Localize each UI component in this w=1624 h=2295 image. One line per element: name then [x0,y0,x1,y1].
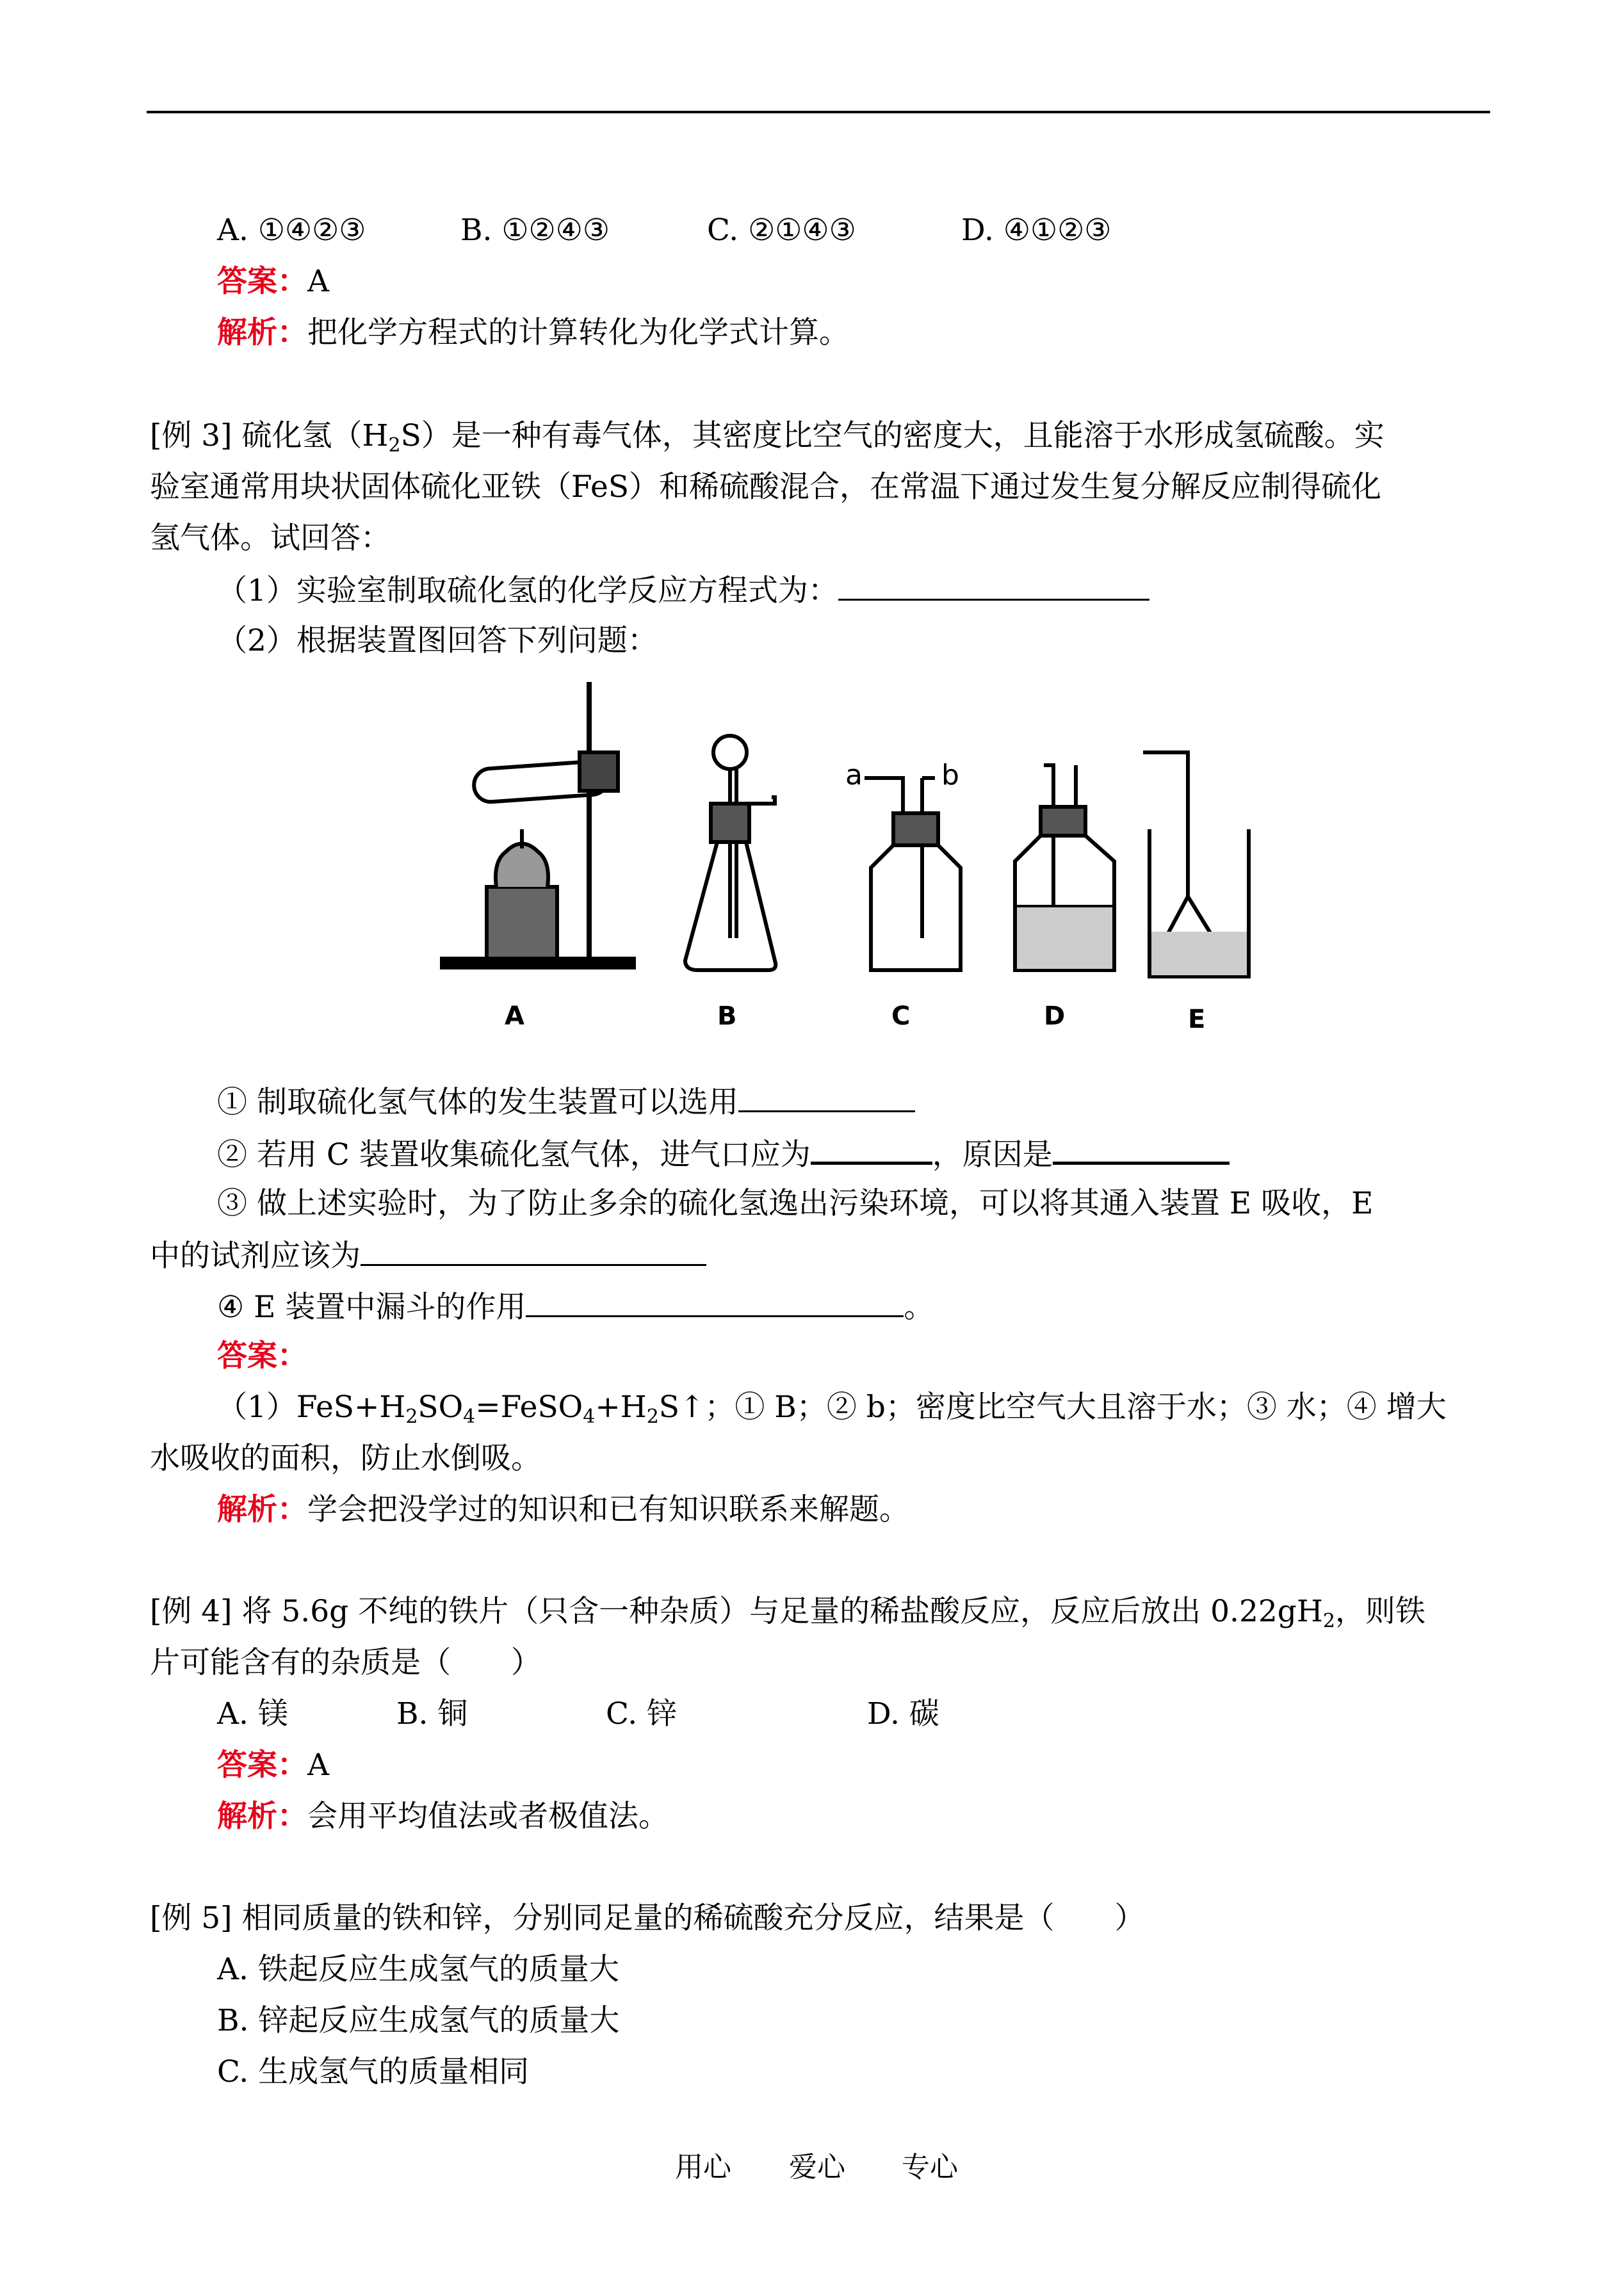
ex5-line-1 [150,1899,1144,1938]
apparatus-figure [435,669,1268,1047]
ex3-sub-2 [217,1133,1230,1174]
ex3-text: S）是一种有毒气体，其密度比空气的密度大，且能溶于水形成氢硫酸。实 [400,418,1384,453]
ex4-line-2: 片可能含有的杂质是（ ） [150,1645,541,1680]
q2-analysis [217,314,849,352]
ex3-line-2: 验室通常用块状固体硫化亚铁（FeS）和稀硫酸混合，在常温下通过发生复分解反应制得硫化 [150,469,1382,505]
ex3-sub-3-cont [150,1236,706,1276]
ex3-tag: [例 3] [150,418,232,453]
ex4-tag: [例 4] [150,1594,232,1629]
sub-1-text: ① 制取硫化氢气体的发生装置可以选用 [217,1085,738,1120]
ex4-option-c: C. 锌 [606,1696,678,1731]
ex5-option-b: B. 锌起反应生成氢气的质量大 [217,2003,620,2038]
apparatus-a [442,682,634,968]
ex4-option-b: B. 铜 [396,1696,468,1731]
ex3-sub-1 [217,1082,915,1122]
analysis-label: 解析： [217,1799,307,1834]
ex4-analysis [217,1797,669,1836]
q2-options [217,211,1112,250]
apparatus-e [1143,752,1249,977]
ex3-line-3: 氢气体。试回答： [150,521,391,556]
subscript: 2 [646,1406,659,1428]
answer-label: 答案： [217,1338,307,1374]
ex3-text: 硫化氢（H [241,418,389,453]
label-c: C [891,1002,911,1031]
subscript: 2 [388,434,401,457]
analysis-label: 解析： [217,1492,307,1527]
ex4-answer [217,1746,329,1785]
sub-2-text: ② 若用 C 装置收集硫化氢气体，进气口应为 [217,1137,811,1172]
answer-blank [526,1287,904,1317]
sub-3-text: 中的试剂应该为 [150,1238,361,1274]
equation-part: （1）FeS+H [217,1390,406,1425]
apparatus-d [1015,765,1114,970]
analysis-text: 会用平均值法或者极值法。 [307,1799,669,1834]
ex4-text: 将 5.6g 不纯的铁片（只含一种杂质）与足量的稀盐酸反应，反应后放出 0.22gH [241,1594,1323,1629]
q2-answer [217,263,329,301]
analysis-text: 学会把没学过的知识和已有知识联系来解题。 [307,1492,909,1527]
answer-blank [361,1236,706,1266]
subscript: 2 [1322,1610,1335,1632]
q2-option-c: C. ②①④③ [707,213,856,248]
q2-option-d: D. ④①②③ [961,213,1112,248]
ex3-analysis [217,1491,909,1529]
q2-option-b: B. ①②④③ [460,213,610,248]
footer-text-1: 用心 [675,2151,731,2184]
ex5-option-a: A. 铁起反应生成氢气的质量大 [217,1952,619,1987]
analysis-label: 解析： [217,315,307,350]
ex4-line-1 [150,1593,1425,1631]
sub-4-text: 。 [904,1290,934,1325]
sub-4-text: ④ E 装置中漏斗的作用 [217,1290,526,1325]
subscript: 2 [405,1406,418,1428]
analysis-text: 把化学方程式的计算转化为化学式计算。 [307,315,849,350]
answer-blank [1053,1133,1230,1165]
answer-blank [838,571,1149,601]
equation-part: +H [595,1390,647,1425]
ex3-sub-3: ③ 做上述实验时，为了防止多余的硫化氢逸出污染环境，可以将其通入装置 E 吸收，E [217,1186,1374,1221]
ex3-answer-line-1 [217,1388,1447,1427]
equation-part: SO [418,1390,464,1425]
label-e: E [1188,1005,1206,1034]
ex3-sub-4 [217,1287,934,1327]
equation-part: =FeSO [475,1390,583,1425]
answer-blank [738,1082,915,1112]
answer-label: 答案： [217,1748,307,1783]
apparatus-b [685,736,775,970]
subscript: 4 [463,1406,476,1428]
ex4-options [217,1695,939,1733]
ex3-line-1 [150,417,1384,455]
ex4-text: ，则铁 [1335,1594,1425,1629]
footer-text-3: 专心 [902,2151,958,2184]
ex5-text: 相同质量的铁和锌，分别同足量的稀硫酸充分反应，结果是（ ） [241,1901,1145,1936]
q2-option-a: A. ①④②③ [217,213,366,248]
answer-text: S↑；① B；② b；密度比空气大且溶于水；③ 水；④ 增大 [658,1390,1447,1425]
answer-value: A [307,1748,329,1783]
ex5-option-c: C. 生成氢气的质量相同 [217,2054,530,2089]
label-b: B [717,1002,737,1031]
ex3-part-2: （2）根据装置图回答下列问题： [217,623,658,658]
port-a-label: a [845,759,863,791]
answer-value: A [307,264,329,299]
ex4-option-d: D. 碳 [867,1696,939,1731]
ex5-tag: [例 5] [150,1901,232,1936]
answer-label: 答案： [217,264,307,299]
footer-text-2: 爱心 [789,2151,845,2184]
ex4-option-a: A. 镁 [217,1696,288,1731]
part-1-text: （1）实验室制取硫化氢的化学反应方程式为： [217,573,838,608]
port-b-label: b [941,759,959,791]
subscript: 4 [583,1406,596,1428]
answer-blank [811,1133,932,1165]
ex3-answer-label [217,1337,307,1375]
ex3-answer-line-2: 水吸收的面积，防止水倒吸。 [150,1441,541,1476]
label-d: D [1044,1002,1066,1031]
label-a: A [505,1002,524,1031]
ex3-part-1 [217,571,1149,610]
header-rule [147,111,1490,113]
apparatus-c [845,759,961,970]
sub-2-text: ，原因是 [932,1137,1053,1172]
